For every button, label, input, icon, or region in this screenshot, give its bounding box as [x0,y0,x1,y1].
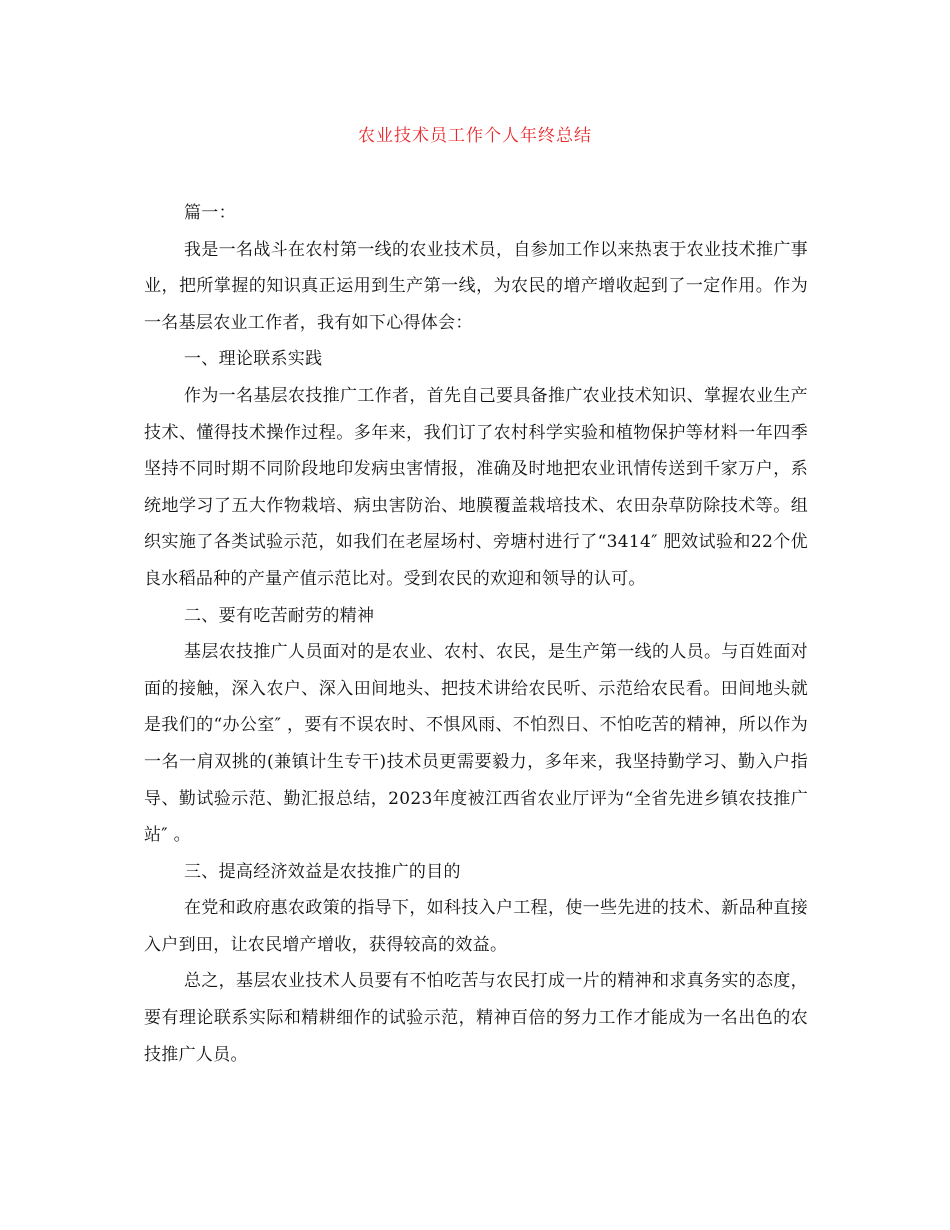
heading-section-1: 一、理论联系实践 [184,349,323,370]
paragraph-section-3: 在党和政府惠农政策的指导下，如科技入户工程，使一些先进的技术、新品种直接入户到田，让农民增产增收，获得较高的效益。 [144,898,808,955]
paragraph-section-label: 篇一： [184,203,236,223]
document-body [144,195,808,1073]
document-title: 农业技术员工作个人年终总结 [358,126,592,146]
paragraph-section-1: 作为一名基层农技推广工作者，首先自己要具备推广农业技术知识、掌握农业生产技术、懂得技术操作过程。多年来，我们订了农村科学实验和植物保护等材料一年四季坚持不同时期不同阶段地印发病虫害情报，准确及时地把农业讯情传送到千家万户，系统地学习了五大作物栽培、病虫害防治、地膜覆盖栽培技术、农田杂草防除技术等。组织实施了各类试验示范，如我们在老屋场村、旁塘村进行了“3414″ 肥效试验和22个优良水稻品种的产量产值示范比对。受到农民的欢迎和领导的认可。 [144,385,808,589]
paragraph-section-2: 基层农技推广人员面对的是农业、农村、农民，是生产第一线的人员。与百姓面对面的接触，深入农户、深入田间地头、把技术讲给农民听、示范给农民看。田间地头就是我们的“办公室″ ，要有不误农时、不惧风雨、不怕烈日、不怕吃苦的精神，所以作为一名一肩双挑的(兼镇计生专干)技术员更需要毅力，多年来，我坚持勤学习、勤入户指导、勤试验示范、勤汇报总结，2023年度被江西省农业厅评为“全省先进乡镇农技推广站″ 。 [144,642,808,846]
paragraph-conclusion: 总之，基层农业技术人员要有不怕吃苦与农民打成一片的精神和求真务实的态度，要有理论联系实际和精耕细作的试验示范，精神百倍的努力工作才能成为一名出色的农技推广人员。 [144,971,808,1065]
heading-section-3: 三、提高经济效益是农技推广的目的 [184,861,461,882]
paragraph-intro: 我是一名战斗在农村第一线的农业技术员，自参加工作以来热衷于农业技术推广事业，把所掌握的知识真正运用到生产第一线，为农民的增产增收起到了一定作用。作为一名基层农业工作者，我有如下心得体会： [144,239,808,333]
heading-section-2: 二、要有吃苦耐劳的精神 [184,605,375,626]
